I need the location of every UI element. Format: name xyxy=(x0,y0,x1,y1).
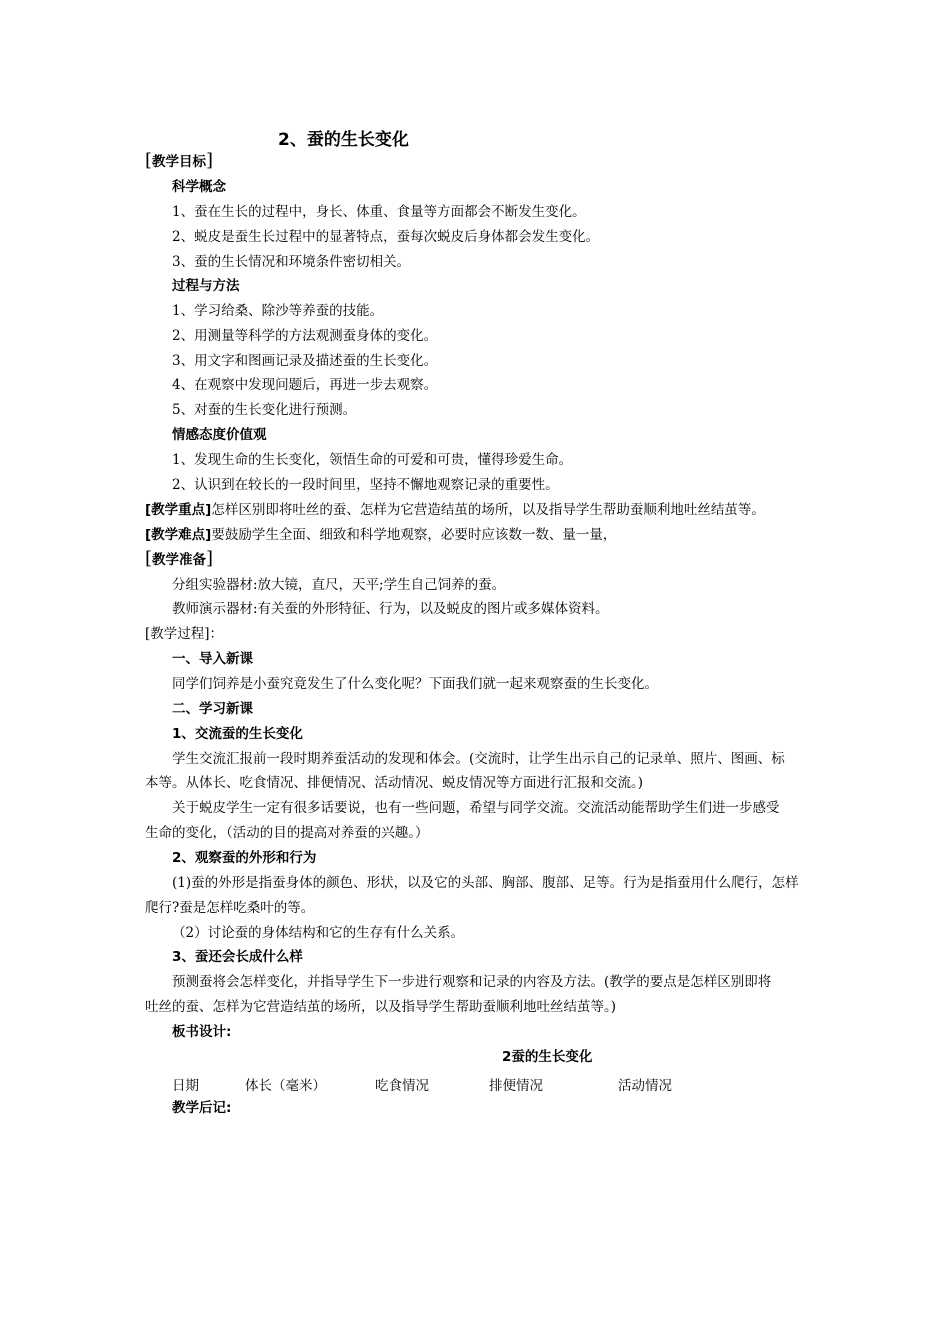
science-item: 1、蚕在生长的过程中，身长、体重、食量等方面都会不断发生变化。 xyxy=(172,204,586,220)
process-item: 3、用文字和图画记录及描述蚕的生长变化。 xyxy=(172,353,438,369)
paragraph-line: 学生交流汇报前一段时期养蚕活动的发现和体会。(交流时，让学生出示自己的记录单、照片、图画、标 xyxy=(172,751,785,767)
process-method-heading: 过程与方法 xyxy=(172,278,240,294)
key-point: [教学重点]怎样区别即将吐丝的蚕、怎样为它营造结茧的场所，以及指导学生帮助蚕顺利地吐丝结茧等。 xyxy=(145,502,765,518)
learn-heading: 二、学习新课 xyxy=(172,701,253,717)
process-item: 2、用测量等科学的方法观测蚕身体的变化。 xyxy=(172,328,438,344)
paragraph-line: 本等。从体长、吃食情况、排便情况、活动情况、蜕皮情况等方面进行汇报和交流。) xyxy=(145,775,644,791)
paragraph-line: 预测蚕将会怎样变化，并指导学生下一步进行观察和记录的内容及方法。(教学的要点是怎样区别即将 xyxy=(172,974,772,990)
column-eating: 吃食情况 xyxy=(375,1078,429,1094)
process-item: 5、对蚕的生长变化进行预测。 xyxy=(172,402,357,418)
section-1-heading: 1、交流蚕的生长变化 xyxy=(172,726,303,742)
intro-text: 同学们饲养是小蚕究竟发生了什么变化呢？下面我们就一起来观察蚕的生长变化。 xyxy=(172,676,658,692)
intro-heading: 一、导入新课 xyxy=(172,651,253,667)
science-item: 3、蚕的生长情况和环境条件密切相关。 xyxy=(172,254,411,270)
board-table-title: 2蚕的生长变化 xyxy=(502,1049,593,1065)
paragraph-line: （2）讨论蚕的身体结构和它的生存有什么关系。 xyxy=(172,925,465,941)
preparation-item: 分组实验器材:放大镜，直尺，天平;学生自己饲养的蚕。 xyxy=(172,577,506,593)
goals-heading: [教学目标] xyxy=(145,150,214,171)
process-item: 4、在观察中发现问题后，再进一步去观察。 xyxy=(172,377,438,393)
paragraph-line: (1)蚕的外形是指蚕身体的颜色、形状，以及它的头部、胸部、腹部、足等。行为是指蚕用什么爬行，怎样 xyxy=(172,875,799,891)
board-heading: 板书设计: xyxy=(172,1024,232,1040)
science-item: 2、蜕皮是蚕生长过程中的显著特点，蚕每次蜕皮后身体都会发生变化。 xyxy=(172,229,600,245)
column-activity: 活动情况 xyxy=(618,1078,672,1094)
values-item: 1、发现生命的生长变化，领悟生命的可爱和可贵，懂得珍爱生命。 xyxy=(172,452,573,468)
values-item: 2、认识到在较长的一段时间里，坚持不懈地观察记录的重要性。 xyxy=(172,477,559,493)
document-title: 2、蚕的生长变化 xyxy=(278,130,409,150)
values-heading: 情感态度价值观 xyxy=(172,427,267,443)
afterword-heading: 教学后记: xyxy=(172,1100,232,1116)
preparation-heading: [教学准备] xyxy=(145,548,214,569)
difficulty: [教学难点]要鼓励学生全面、细致和科学地观察，必要时应该数一数、量一量， xyxy=(145,527,617,543)
column-length: 体长（毫米） xyxy=(245,1078,326,1094)
process-item: 1、学习给桑、除沙等养蚕的技能。 xyxy=(172,303,384,319)
paragraph-line: 爬行?蚕是怎样吃桑叶的等。 xyxy=(145,900,315,916)
section-2-heading: 2、观察蚕的外形和行为 xyxy=(172,850,317,866)
preparation-item: 教师演示器材:有关蚕的外形特征、行为，以及蜕皮的图片或多媒体资料。 xyxy=(172,601,609,617)
science-concept-heading: 科学概念 xyxy=(172,179,226,195)
section-3-heading: 3、蚕还会长成什么样 xyxy=(172,949,303,965)
column-excretion: 排便情况 xyxy=(489,1078,543,1094)
paragraph-line: 吐丝的蚕、怎样为它营造结茧的场所，以及指导学生帮助蚕顺利地吐丝结茧等。) xyxy=(145,999,617,1015)
process-label: [教学过程]： xyxy=(145,626,224,642)
column-date: 日期 xyxy=(172,1078,199,1094)
paragraph-line: 关于蜕皮学生一定有很多话要说，也有一些问题，希望与同学交流。交流活动能帮助学生们进一步感受 xyxy=(172,800,780,816)
paragraph-line: 生命的变化，（活动的目的提高对养蚕的兴趣。） xyxy=(145,825,429,841)
